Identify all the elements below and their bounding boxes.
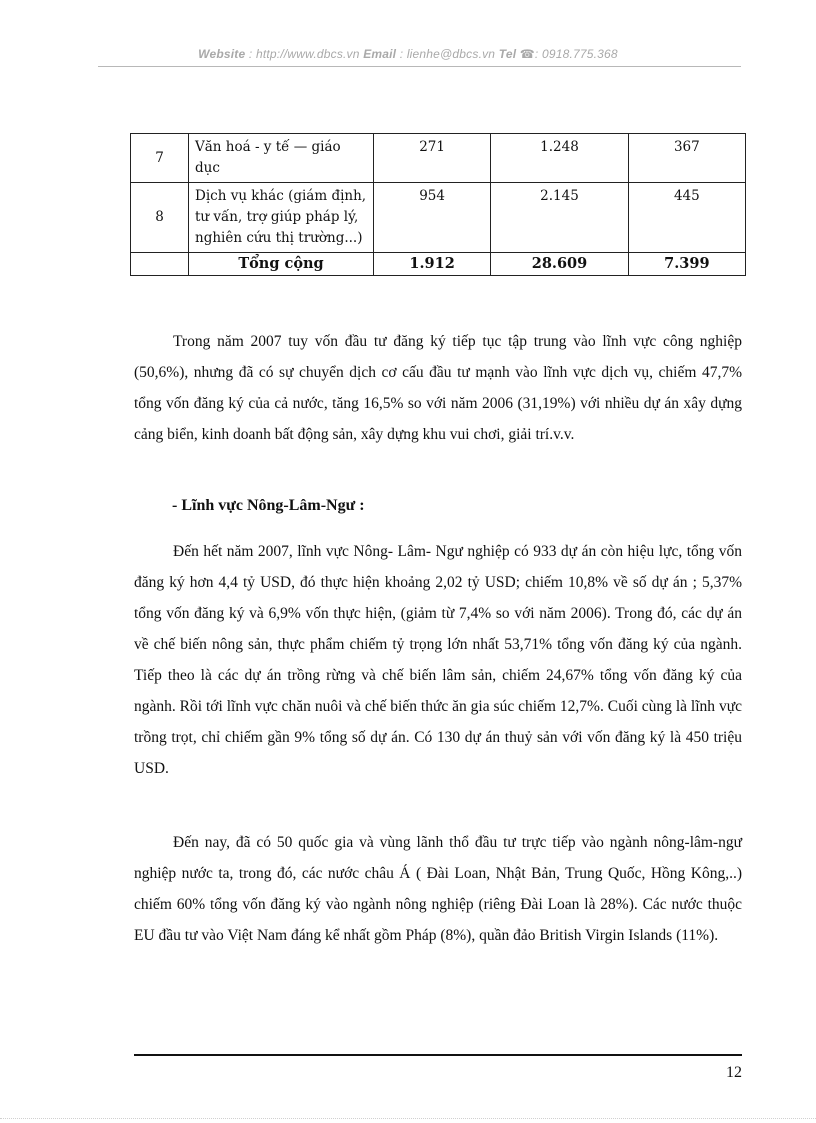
value-cell: 445	[628, 183, 745, 253]
investment-table	[130, 133, 746, 276]
sector-name: Văn hoá - y tế — giáo dục	[189, 134, 374, 183]
website-label: Website	[198, 47, 246, 61]
value-cell: 367	[628, 134, 745, 183]
header-divider	[98, 66, 741, 67]
section-heading: - Lĩnh vực Nông-Lâm-Ngư :	[172, 497, 365, 514]
value-cell: 271	[374, 134, 491, 183]
tel-label: Tel	[498, 47, 517, 61]
website-value: : http://www.dbcs.vn	[248, 47, 360, 61]
email-label: Email	[363, 47, 397, 61]
total-value: 28.609	[491, 253, 629, 276]
value-cell: 1.248	[491, 134, 629, 183]
paragraph-text: Trong năm 2007 tuy vốn đầu tư đăng ký tiếp tục tập trung vào lĩnh vực công nghiệp (50,6%), nhưng đã có sự chuyển dịch cơ cấu đầu tư mạnh vào lĩnh vực dịch vụ, chiếm 47,7% tổng vốn đăng ký của cả nước, tăng 16,5% so với năm 2006 (31,19%) với nhiều dự án xây dựng cảng biển, kinh doanh bất động sản, xây dựng khu vui chơi, giải trí.v.v.	[134, 333, 742, 443]
total-value: 1.912	[374, 253, 491, 276]
total-row	[131, 253, 746, 276]
page-number: 12	[726, 1064, 742, 1081]
paragraph-text: Đến nay, đã có 50 quốc gia và vùng lãnh thổ đầu tư trực tiếp vào ngành nông-lâm-ngư nghiệp nước ta, trong đó, các nước châu Á ( Đài Loan, Nhật Bản, Trung Quốc, Hồng Kông,..) chiếm 60% tổng vốn đăng ký vào ngành nông nghiệp (riêng Đài Loan là 28%). Các nước thuộc EU đầu tư vào Việt Nam đáng kể nhất gồm Pháp (8%), quần đảo British Virgin Islands (11%).	[134, 834, 742, 944]
value-cell: 2.145	[491, 183, 629, 253]
email-value: : lienhe@dbcs.vn	[399, 47, 496, 61]
table-row	[131, 134, 746, 183]
row-number: 7	[131, 134, 189, 183]
sector-name: Dịch vụ khác (giám định, tư vấn, trợ giúp pháp lý, nghiên cứu thị trường...)	[189, 183, 374, 253]
row-number	[131, 253, 189, 276]
paragraph-investors	[134, 827, 742, 951]
footer-divider	[134, 1054, 742, 1056]
value-cell: 954	[374, 183, 491, 253]
page-edge	[0, 1118, 816, 1119]
page-header	[0, 47, 816, 61]
total-label: Tổng cộng	[189, 253, 374, 276]
row-number: 8	[131, 183, 189, 253]
tel-value: ☎: 0918.775.368	[519, 47, 618, 61]
paragraph-text: Đến hết năm 2007, lĩnh vực Nông- Lâm- Ngư nghiệp có 933 dự án còn hiệu lực, tổng vốn đăng ký hơn 4,4 tỷ USD, đó thực hiện khoảng 2,02 tỷ USD; chiếm 10,8% về số dự án ; 5,37% tổng vốn đăng ký và 6,9% vốn thực hiện, (giảm từ 7,4% so với năm 2006). Trong đó, các dự án về chế biến nông sản, thực phẩm chiếm tỷ trọng lớn nhất 53,71% tổng vốn đăng ký của ngành. Tiếp theo là các dự án trồng rừng và chế biến lâm sản, chiếm 24,67% tổng vốn đăng ký của ngành. Rồi tới lĩnh vực chăn nuôi và chế biến thức ăn gia súc chiếm 12,7%. Cuối cùng là lĩnh vực trồng trọt, chỉ chiếm gần 9% tổng số dự án. Có 130 dự án thuỷ sản với vốn đăng ký là 450 triệu USD.	[134, 543, 742, 777]
paragraph-agriculture	[134, 536, 742, 784]
paragraph-services	[134, 326, 742, 450]
total-value: 7.399	[628, 253, 745, 276]
table-row	[131, 183, 746, 253]
